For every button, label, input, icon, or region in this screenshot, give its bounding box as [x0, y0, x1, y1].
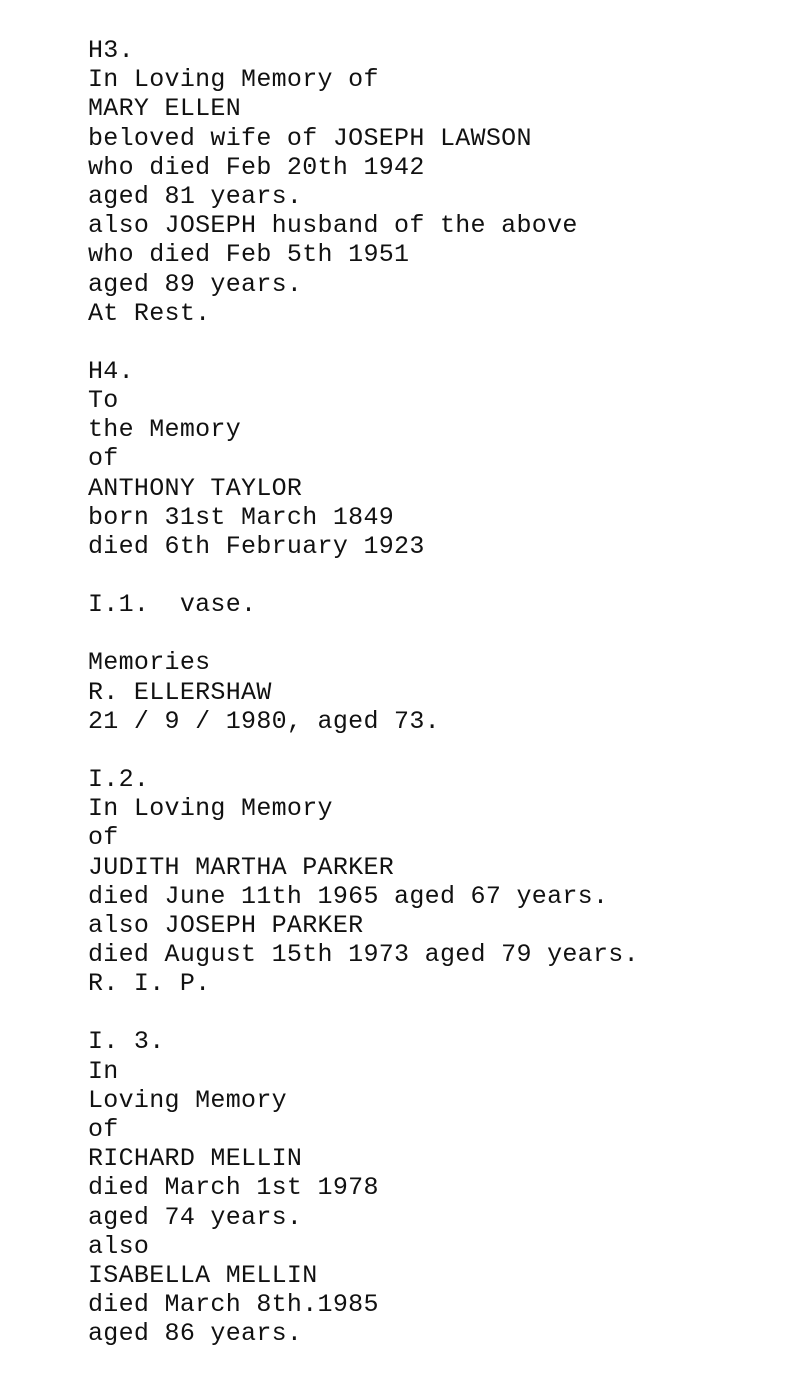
inscription-line: Loving Memory	[88, 1085, 287, 1115]
inscription-h3	[88, 36, 788, 328]
inscription-line: died August 15th 1973 aged 79 years.	[88, 940, 639, 970]
entry-reference: H3.	[88, 36, 134, 65]
inscription-line: beloved wife of JOSEPH LAWSON	[88, 123, 532, 153]
inscription-i2	[88, 765, 788, 999]
inscription-line: of	[88, 444, 119, 474]
inscription-line: In Loving Memory of	[88, 65, 379, 95]
inscription-line: died 6th February 1923	[88, 532, 425, 561]
inscription-line: At Rest.	[88, 298, 211, 328]
inscription-line: RICHARD MELLIN	[88, 1144, 303, 1174]
inscription-line: born 31st March 1849	[88, 502, 395, 532]
entry-reference: I. 3.	[88, 1027, 165, 1057]
inscription-i3	[88, 1027, 788, 1348]
inscription-line: R. ELLERSHAW	[88, 677, 272, 707]
inscription-line: the Memory	[88, 415, 242, 445]
inscription-line: also JOSEPH husband of the above	[88, 211, 578, 241]
entry-reference: H4.	[88, 356, 134, 386]
inscription-line: died March 8th.1985	[88, 1290, 379, 1320]
inscription-line: 21 / 9 / 1980, aged 73.	[88, 706, 440, 736]
inscription-line: ISABELLA MELLIN	[88, 1260, 318, 1290]
inscription-line: R. I. P.	[88, 969, 211, 999]
inscription-line: Memories	[88, 648, 211, 678]
inscription-memories	[88, 648, 788, 736]
inscription-line: MARY ELLEN	[88, 94, 242, 124]
inscription-line: who died Feb 5th 1951	[88, 240, 410, 270]
inscription-line: also	[88, 1231, 150, 1261]
inscription-line: died March 1st 1978	[88, 1173, 379, 1203]
entry-reference: I.2.	[88, 764, 150, 794]
inscription-line: who died Feb 20th 1942	[88, 152, 425, 182]
inscription-line: To	[88, 386, 119, 416]
document-page	[88, 36, 788, 1378]
inscription-line: In Loving Memory	[88, 794, 333, 824]
inscription-line: died June 11th 1965 aged 67 years.	[88, 881, 609, 911]
inscription-line: ANTHONY TAYLOR	[88, 473, 303, 503]
entry-reference: I.1. vase.	[88, 590, 257, 620]
inscription-line: of	[88, 823, 119, 853]
inscription-line: In	[88, 1056, 119, 1086]
inscription-line: also JOSEPH PARKER	[88, 910, 364, 940]
inscription-line: of	[88, 1115, 119, 1144]
inscription-line: aged 86 years.	[88, 1319, 303, 1349]
inscription-line: aged 74 years.	[88, 1202, 303, 1232]
inscription-i1	[88, 590, 788, 619]
inscription-line: JUDITH MARTHA PARKER	[88, 852, 395, 882]
inscription-h4	[88, 357, 788, 561]
inscription-line: aged 89 years.	[88, 269, 303, 299]
inscription-line: aged 81 years.	[88, 181, 303, 211]
